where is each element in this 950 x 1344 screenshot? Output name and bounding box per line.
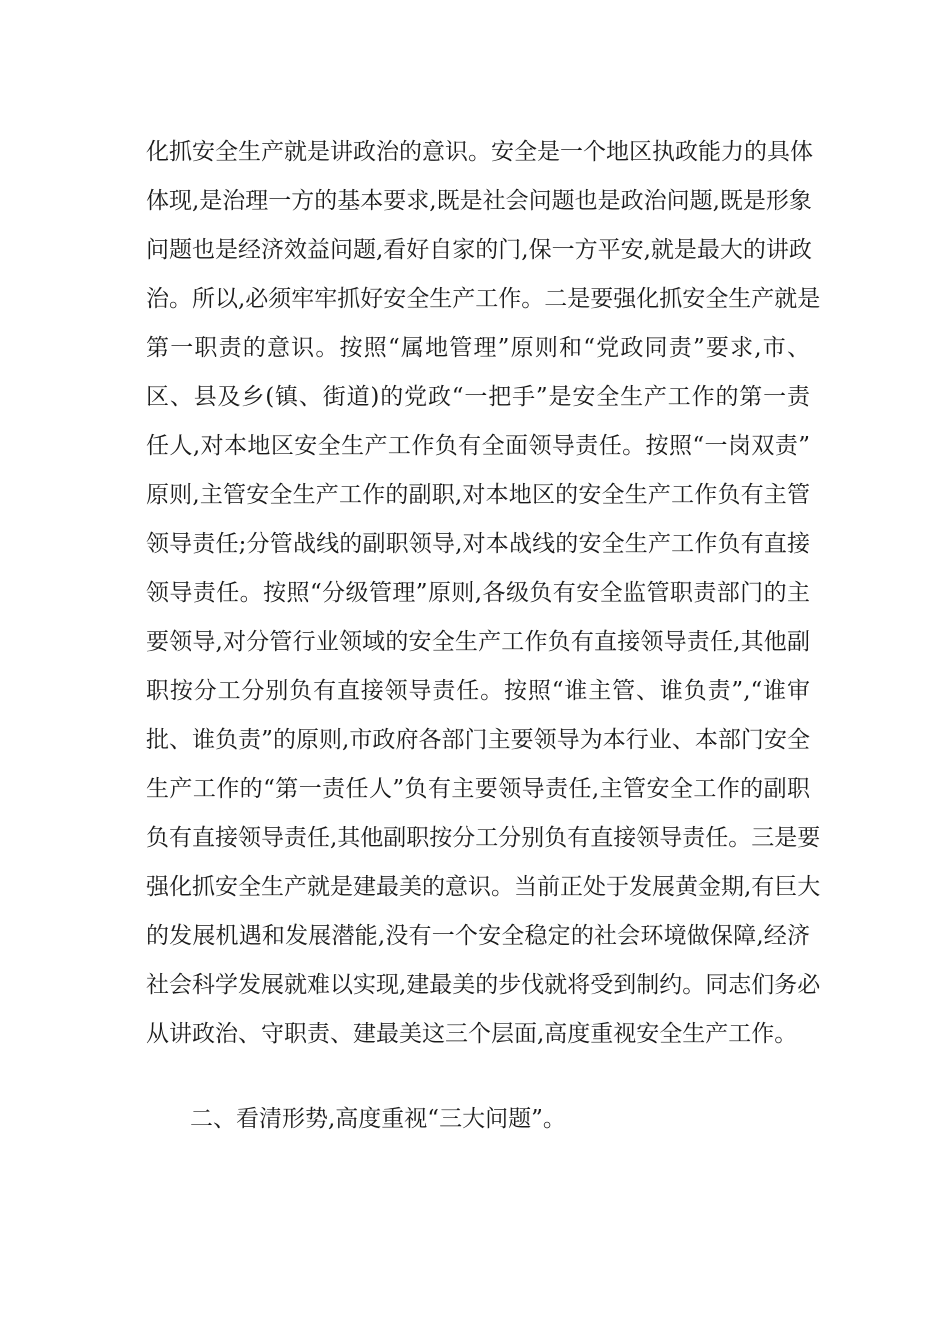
paragraph-line: 生产工作的“第一责任人”负有主要领导责任,主管安全工作的副职	[146, 776, 810, 802]
paragraph-line: 领导责任;分管战线的副职领导,对本战线的安全生产工作负有直接	[146, 531, 810, 557]
paragraph-line: 问题也是经济效益问题,看好自家的门,保一方平安,就是最大的讲政	[146, 237, 812, 263]
paragraph-line: 领导责任。按照“分级管理”原则,各级负有安全监管职责部门的主	[146, 580, 810, 606]
paragraph-line: 职按分工分别负有直接领导责任。按照“谁主管、谁负责”,“谁审	[146, 678, 810, 704]
paragraph-line: 区、县及乡(镇、街道)的党政“一把手”是安全生产工作的第一责	[146, 384, 810, 410]
body-paragraph	[146, 128, 821, 1059]
paragraph-line: 的发展机遇和发展潜能,没有一个安全稳定的社会环境做保障,经济	[146, 923, 810, 949]
paragraph-line: 体现,是治理一方的基本要求,既是社会问题也是政治问题,既是形象	[146, 188, 812, 214]
paragraph-line: 强化抓安全生产就是建最美的意识。当前正处于发展黄金期,有巨大	[146, 874, 821, 900]
section-heading: 二、看清形势,高度重视“三大问题”。	[190, 1106, 566, 1132]
paragraph-line: 社会科学发展就难以实现,建最美的步伐就将受到制约。同志们务必	[146, 972, 821, 998]
paragraph-line: 要领导,对分管行业领域的安全生产工作负有直接领导责任,其他副	[146, 629, 810, 655]
paragraph-line: 化抓安全生产就是讲政治的意识。安全是一个地区执政能力的具体	[146, 139, 813, 165]
paragraph-line: 第一职责的意识。按照“属地管理”原则和“党政同责”要求,市、	[146, 335, 810, 361]
paragraph-line: 任人,对本地区安全生产工作负有全面领导责任。按照“一岗双责”	[146, 433, 810, 459]
paragraph-line: 原则,主管安全生产工作的副职,对本地区的安全生产工作负有主管	[146, 482, 810, 508]
paragraph-line: 治。所以,必须牢牢抓好安全生产工作。二是要强化抓安全生产就是	[146, 286, 821, 312]
paragraph-line: 从讲政治、守职责、建最美这三个层面,高度重视安全生产工作。	[146, 1021, 798, 1047]
paragraph-line: 批、谁负责”的原则,市政府各部门主要领导为本行业、本部门安全	[146, 727, 810, 753]
paragraph-line: 负有直接领导责任,其他副职按分工分别负有直接领导责任。三是要	[146, 825, 821, 851]
